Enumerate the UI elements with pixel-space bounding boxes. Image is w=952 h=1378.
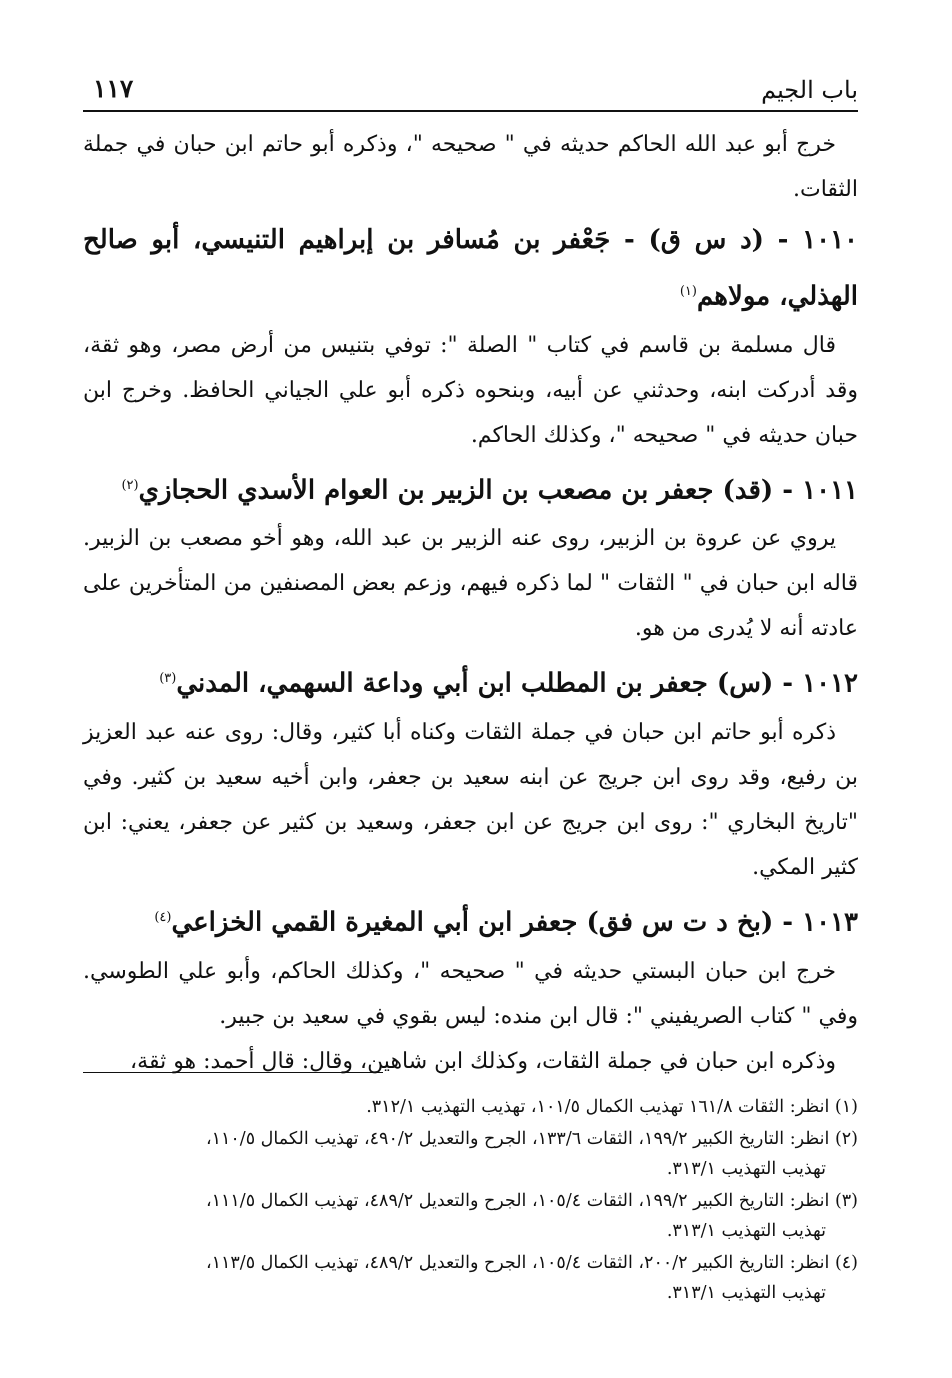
footnote-ref: (١)	[679, 284, 697, 299]
entry-heading-1013	[83, 892, 858, 949]
footnote-text: (٤) انظر: التاريخ الكبير ٢٠٠/٢، الثقات ١٠٥/٤، الجرح والتعديل ٤٨٩/٢، تهذيب الكمال ١١٣/٥،	[205, 1253, 858, 1273]
footnote-text: (٢) انظر: التاريخ الكبير ١٩٩/٢، الثقات ١٣٣/٦، الجرح والتعديل ٤٩٠/٢، تهذيب الكمال ١١٠/٥،	[205, 1129, 858, 1149]
footnote-1	[83, 1092, 858, 1122]
page-body	[83, 122, 858, 1084]
footnote-text-continued: تهذيب التهذيب ٣١٣/١.	[666, 1283, 826, 1303]
footnote-ref: (٣)	[159, 671, 177, 687]
paragraph-1012: ذكره أبو حاتم ابن حبان في جملة الثقات وكناه أبا كثير، وقال: روى عنه عبد العزيز بن رفيع، وقد روى ابن جريج عن ابنه سعيد بن جعفر، وابن أخيه سعيد بن كثير. وفي "تاريخ البخاري ": روى ابن جريج عن ابن جعفر، وسعيد بن كثير عن جعفر، يعني: ابن كثير المكي.	[83, 719, 858, 880]
paragraph-1013a: خرج ابن حبان البستي حديثه في " صحيحه "، وكذلك الحاكم، وأبو علي الطوسي. وفي " كتاب الصريفيني ": قال ابن منده: ليس بقوي في سعيد بن جبير.	[83, 958, 858, 1029]
entry-title: ١٠١٣ - (بخ د ت س فق) جعفر ابن أبي المغيرة القمي الخزاعي	[171, 907, 858, 938]
paragraph-1013b: وذكره ابن حبان في جملة الثقات، وكذلك ابن شاهين، وقال: قال أحمد: هو ثقة،	[130, 1048, 836, 1074]
entry-title: ١٠١٠ - (د س ق) - جَعْفر بن مُسافر بن إبراهيم التنيسي، أبو صالح الهذلي، مولاهم	[83, 225, 858, 312]
footnote-3	[83, 1186, 858, 1246]
footnote-text: (١) انظر: الثقات ١٦١/٨ تهذيب الكمال ١٠١/٥، تهذيب التهذيب ٣١٢/١.	[366, 1097, 858, 1117]
entry-heading-1010	[83, 214, 858, 323]
paragraph-1010: قال مسلمة بن قاسم في كتاب " الصلة ": توفي بتنيس من أرض مصر، وهو ثقة، وقد أدركت ابنه، وحدثني عن أبيه، وبنحوه ذكره أبو علي الجياني الحافظ. وخرج ابن حبان حديثه في " صحيحه "، وكذلك الحاكم.	[83, 332, 858, 448]
paragraph-1011: يروي عن عروة بن الزبير، روى عنه الزبير بن عبد الله، وهو أخو مصعب بن الزبير. قاله ابن حبان في " الثقات " لما ذكره فيهم، وزعم بعض المصنفين من المتأخرين على عادته أنه لا يُدرى من هو.	[83, 526, 858, 642]
footnote-text-continued: تهذيب التهذيب ٣١٣/١.	[666, 1159, 826, 1179]
book-page	[83, 70, 858, 1303]
entry-title: ١٠١١ - (قد) جعفر بن مصعب بن الزبير بن العوام الأسدي الحجازي	[138, 475, 858, 506]
footnote-text: (٣) انظر: التاريخ الكبير ١٩٩/٢، الثقات ١٠٥/٤، الجرح والتعديل ٤٨٩/٢، تهذيب الكمال ١١١/٥،	[205, 1191, 858, 1211]
entry-heading-1011	[83, 460, 858, 517]
page-number: ١١٧	[93, 74, 134, 103]
page-header	[83, 70, 858, 112]
entry-title: ١٠١٢ - (س) جعفر بن المطلب ابن أبي وداعة السهمي، المدني	[176, 668, 858, 699]
footnote-ref: (٤)	[154, 909, 172, 925]
footnote-2	[83, 1124, 858, 1184]
paragraph-intro: خرج أبو عبد الله الحاكم حديثه في " صحيحه "، وذكره أبو حاتم ابن حبان في جملة الثقات.	[83, 132, 858, 202]
chapter-title: باب الجيم	[761, 76, 858, 104]
footnote-text-continued: تهذيب التهذيب ٣١٣/١.	[666, 1221, 826, 1241]
footnote-ref: (٢)	[121, 477, 139, 493]
entry-heading-1012	[83, 653, 858, 710]
footnote-4	[83, 1248, 858, 1308]
footnotes	[83, 1090, 858, 1310]
footnote-separator	[83, 1072, 383, 1073]
